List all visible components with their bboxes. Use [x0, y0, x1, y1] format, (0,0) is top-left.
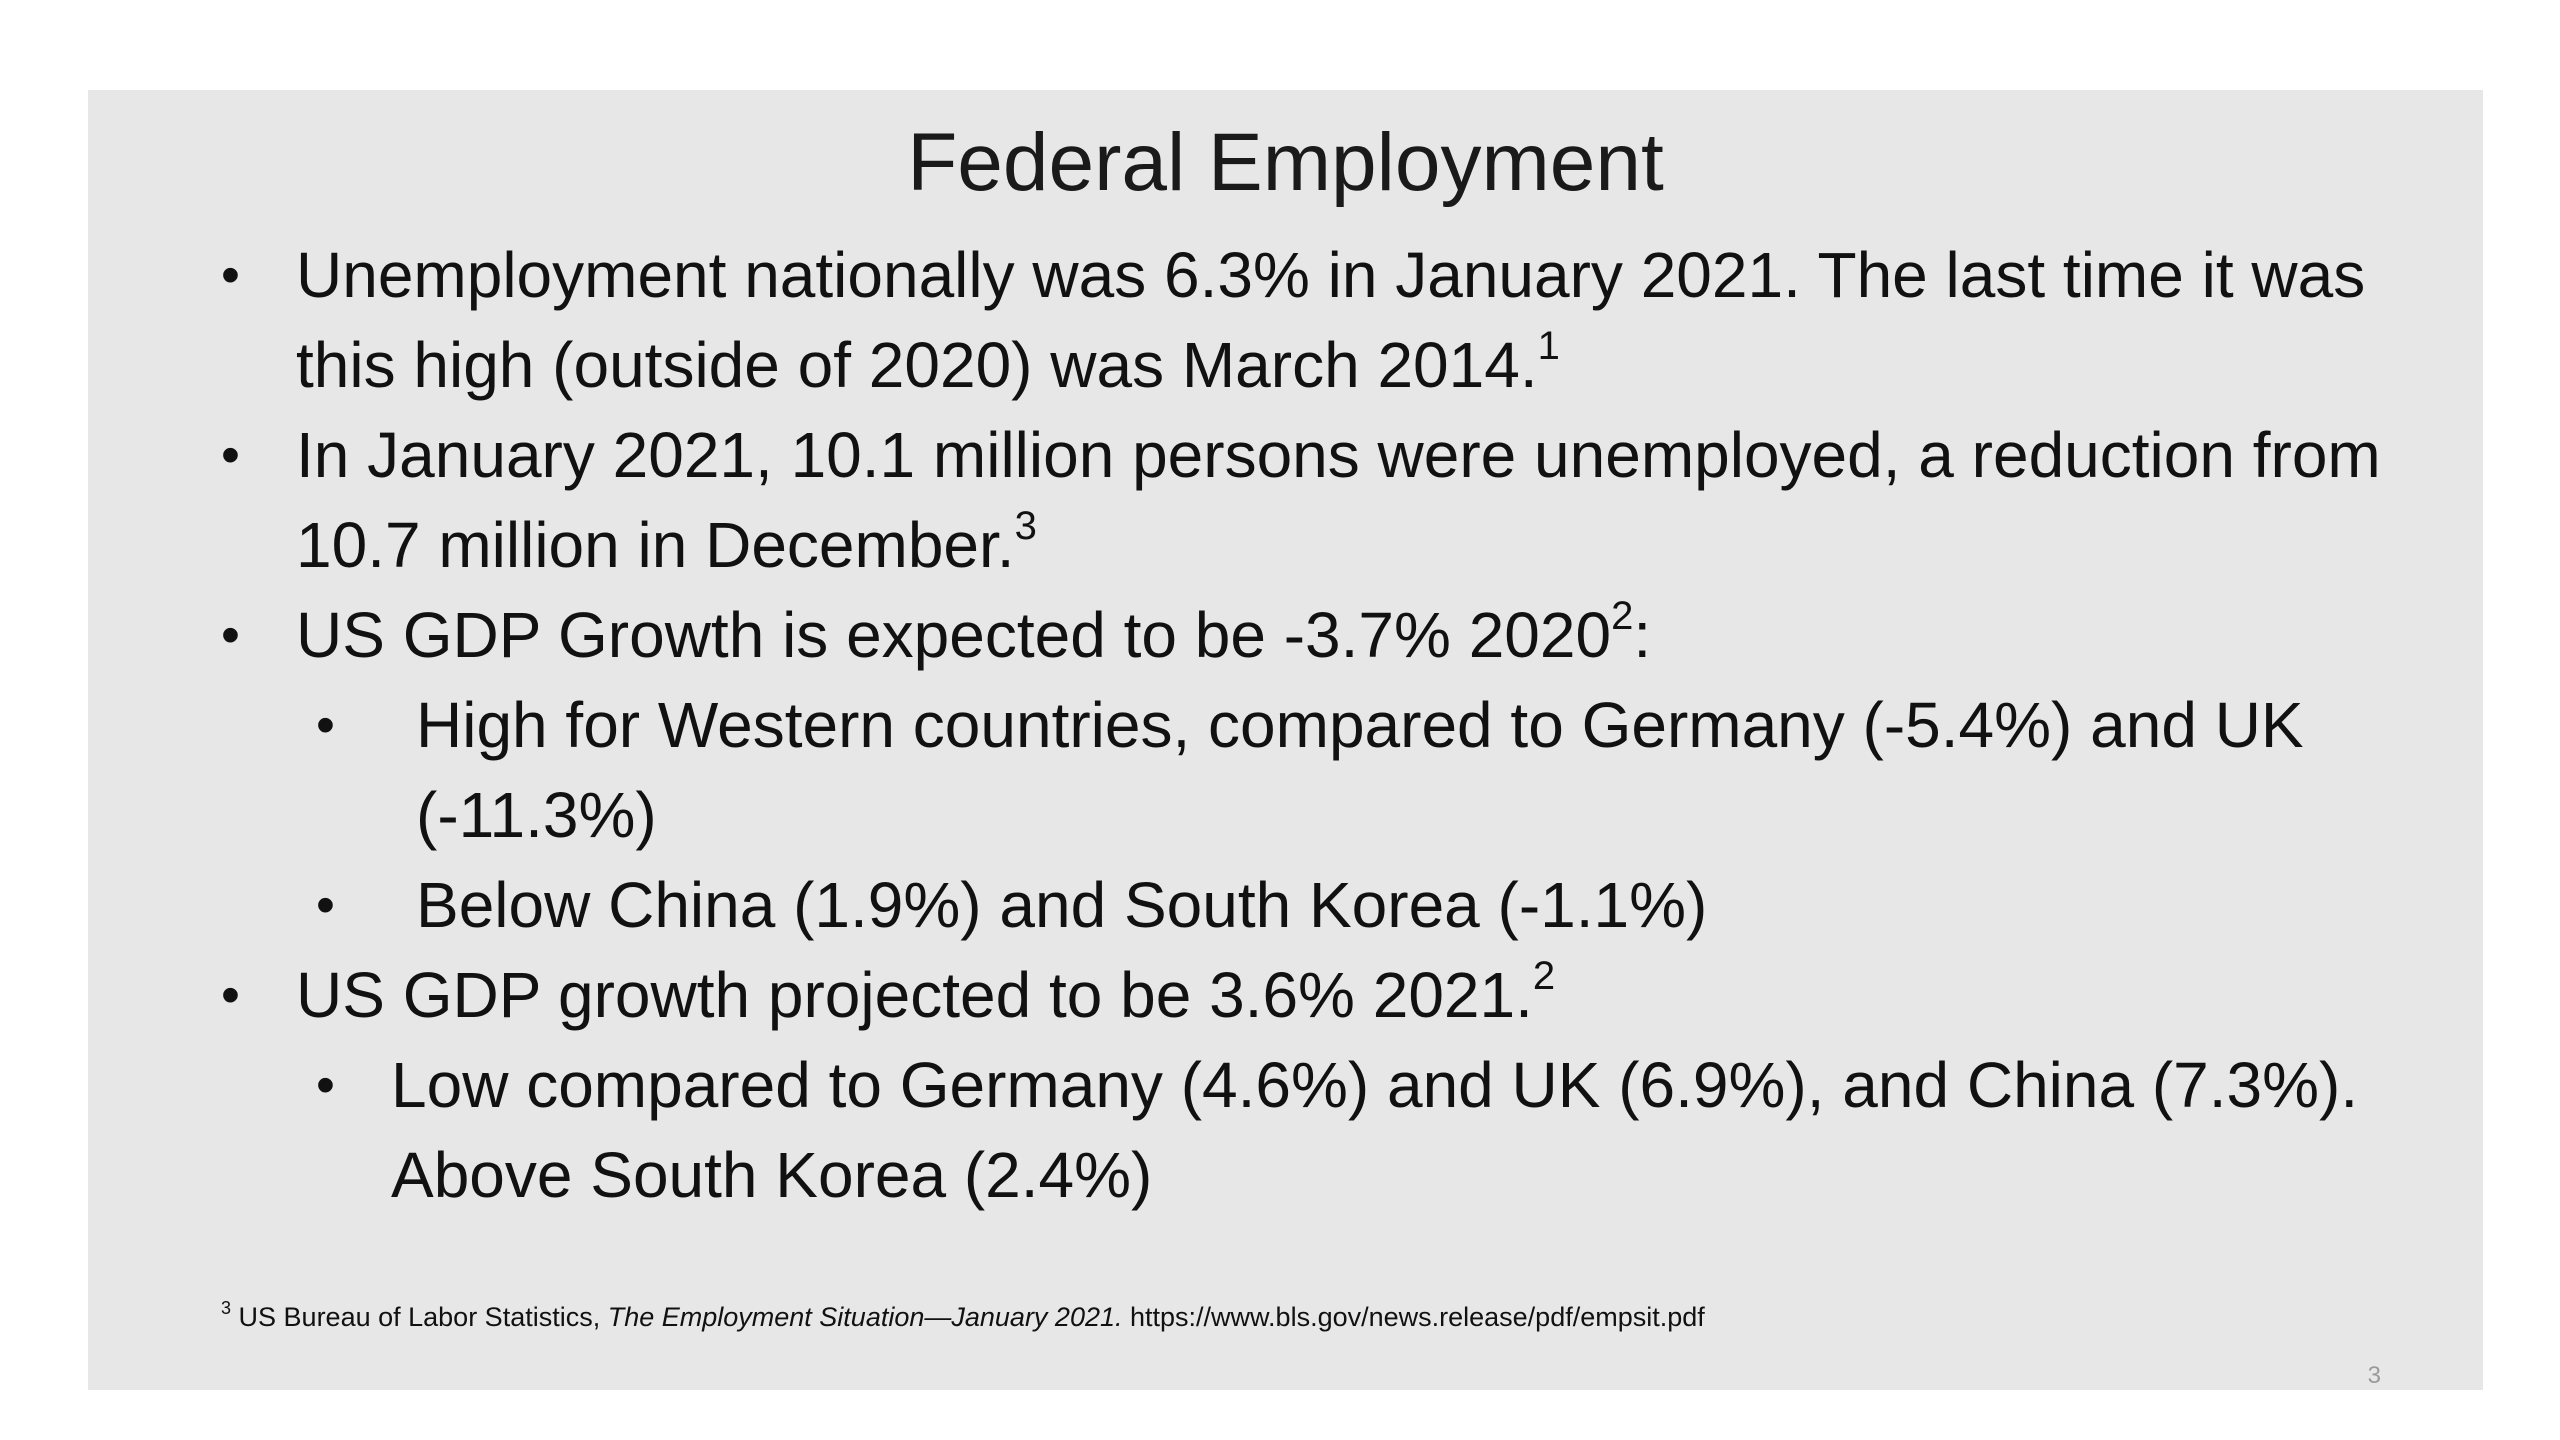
- sub-bullet-item-china-korea: [88, 860, 2396, 950]
- sub-bullet-text: Low compared to Germany (4.6%) and UK (6.9%), and China (7.3%). Above South Korea (2.4%): [391, 1049, 2359, 1211]
- footnote-publication: The Employment Situation—January 2021.: [607, 1302, 1123, 1332]
- bullet-item-unemployment-rate: [88, 230, 2386, 410]
- bullet-marker: •: [221, 965, 240, 1025]
- bullet-text: In January 2021, 10.1 million persons were unemployed, a reduction from 10.7 million in December.: [296, 419, 2381, 581]
- bullet-item-gdp-2021: [88, 950, 2386, 1040]
- footnote-ref: 2: [1611, 593, 1634, 638]
- slide: [88, 90, 2483, 1390]
- bullet-text-suffix: :: [1633, 599, 1652, 671]
- sub-bullet-text: Below China (1.9%) and South Korea (-1.1%): [416, 869, 1708, 941]
- bullet-marker: •: [221, 605, 240, 665]
- bullet-text: US GDP Growth is expected to be -3.7% 2020: [296, 599, 1612, 671]
- footnote-source: US Bureau of Labor Statistics,: [238, 1302, 608, 1332]
- bullet-text: US GDP growth projected to be 3.6% 2021.: [296, 959, 1533, 1031]
- bullet-marker: •: [221, 245, 240, 305]
- footnote-ref: 2: [1532, 953, 1556, 998]
- sub-bullet-item-comparison-2021: [88, 1040, 2391, 1220]
- footnote: [221, 1300, 1705, 1334]
- bullet-list: [88, 230, 2483, 1220]
- footnote-marker: 3: [221, 1298, 232, 1318]
- bullet-marker: •: [316, 875, 335, 935]
- slide-number: 3: [2367, 1362, 2381, 1389]
- bullet-marker: •: [316, 1055, 335, 1115]
- slide-title: Federal Employment: [907, 117, 1664, 208]
- bullet-text: Unemployment nationally was 6.3% in January 2021. The last time it was this high (outside of 2020) was March 2014.: [296, 239, 2366, 401]
- footnote-url: https://www.bls.gov/news.release/pdf/empsit.pdf: [1122, 1302, 1705, 1332]
- sub-bullet-item-western-countries: [88, 680, 2396, 860]
- bullet-marker: •: [316, 695, 335, 755]
- footnote-ref: 3: [1014, 503, 1037, 548]
- bullet-item-gdp-2020: [88, 590, 2386, 680]
- footnote-ref: 1: [1537, 323, 1560, 368]
- bullet-marker: •: [221, 425, 240, 485]
- sub-bullet-text: High for Western countries, compared to Germany (-5.4%) and UK (-11.3%): [416, 689, 2304, 851]
- bullet-item-unemployed-persons: [88, 410, 2386, 590]
